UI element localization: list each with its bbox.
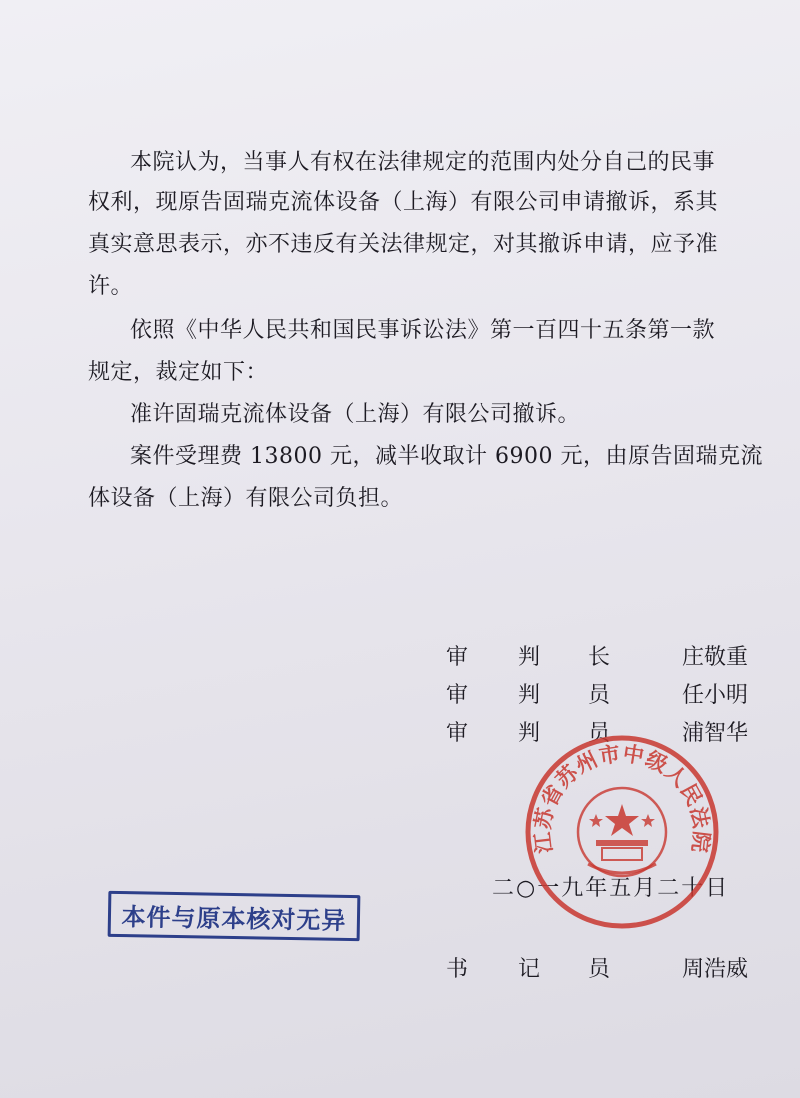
- body-line-8: 案件受理费 13800 元，减半收取计 6900 元，由原告固瑞克流: [130, 444, 763, 469]
- certification-stamp: 本件与原本核对无异: [108, 891, 361, 941]
- body-line-9: 体设备（上海）有限公司负担。: [88, 486, 404, 511]
- clerk-title-char: 记: [518, 957, 541, 982]
- signature-title-char: 审: [446, 645, 469, 670]
- signature-name: 任小明: [682, 683, 749, 708]
- clerk-title-char: 员: [588, 957, 611, 982]
- signature-title-char: 审: [446, 683, 469, 708]
- signature-title-char: 判: [518, 683, 541, 708]
- svg-text:江苏省苏州市中级人民法院: 江苏省苏州市中级人民法院: [530, 741, 714, 855]
- signature-title-char: 员: [588, 721, 611, 746]
- clerk-name: 周浩威: [682, 957, 749, 982]
- signature-title-char: 员: [588, 683, 611, 708]
- body-line-1: 本院认为，当事人有权在法律规定的范围内处分自己的民事: [130, 150, 716, 175]
- court-seal-icon: [522, 732, 722, 932]
- signature-title-char: 判: [518, 645, 541, 670]
- signature-name: 浦智华: [682, 721, 749, 746]
- body-line-3: 真实意思表示，亦不违反有关法律规定，对其撤诉申请，应予准: [88, 232, 719, 257]
- body-line-7: 准许固瑞克流体设备（上海）有限公司撤诉。: [130, 402, 581, 427]
- signature-name: 庄敬重: [682, 645, 749, 670]
- body-line-2: 权利，现原告固瑞克流体设备（上海）有限公司申请撤诉，系其: [88, 190, 719, 215]
- signature-title-char: 审: [446, 721, 469, 746]
- body-line-5: 依照《中华人民共和国民事诉讼法》第一百四十五条第一款: [130, 318, 716, 343]
- signature-title-char: 判: [518, 721, 541, 746]
- clerk-title-char: 书: [446, 957, 469, 982]
- body-line-6: 规定，裁定如下：: [88, 360, 269, 385]
- signature-title-char: 长: [588, 645, 611, 670]
- ruling-date: 二○一九年五月二十日: [492, 876, 730, 901]
- body-line-4: 许。: [88, 274, 134, 299]
